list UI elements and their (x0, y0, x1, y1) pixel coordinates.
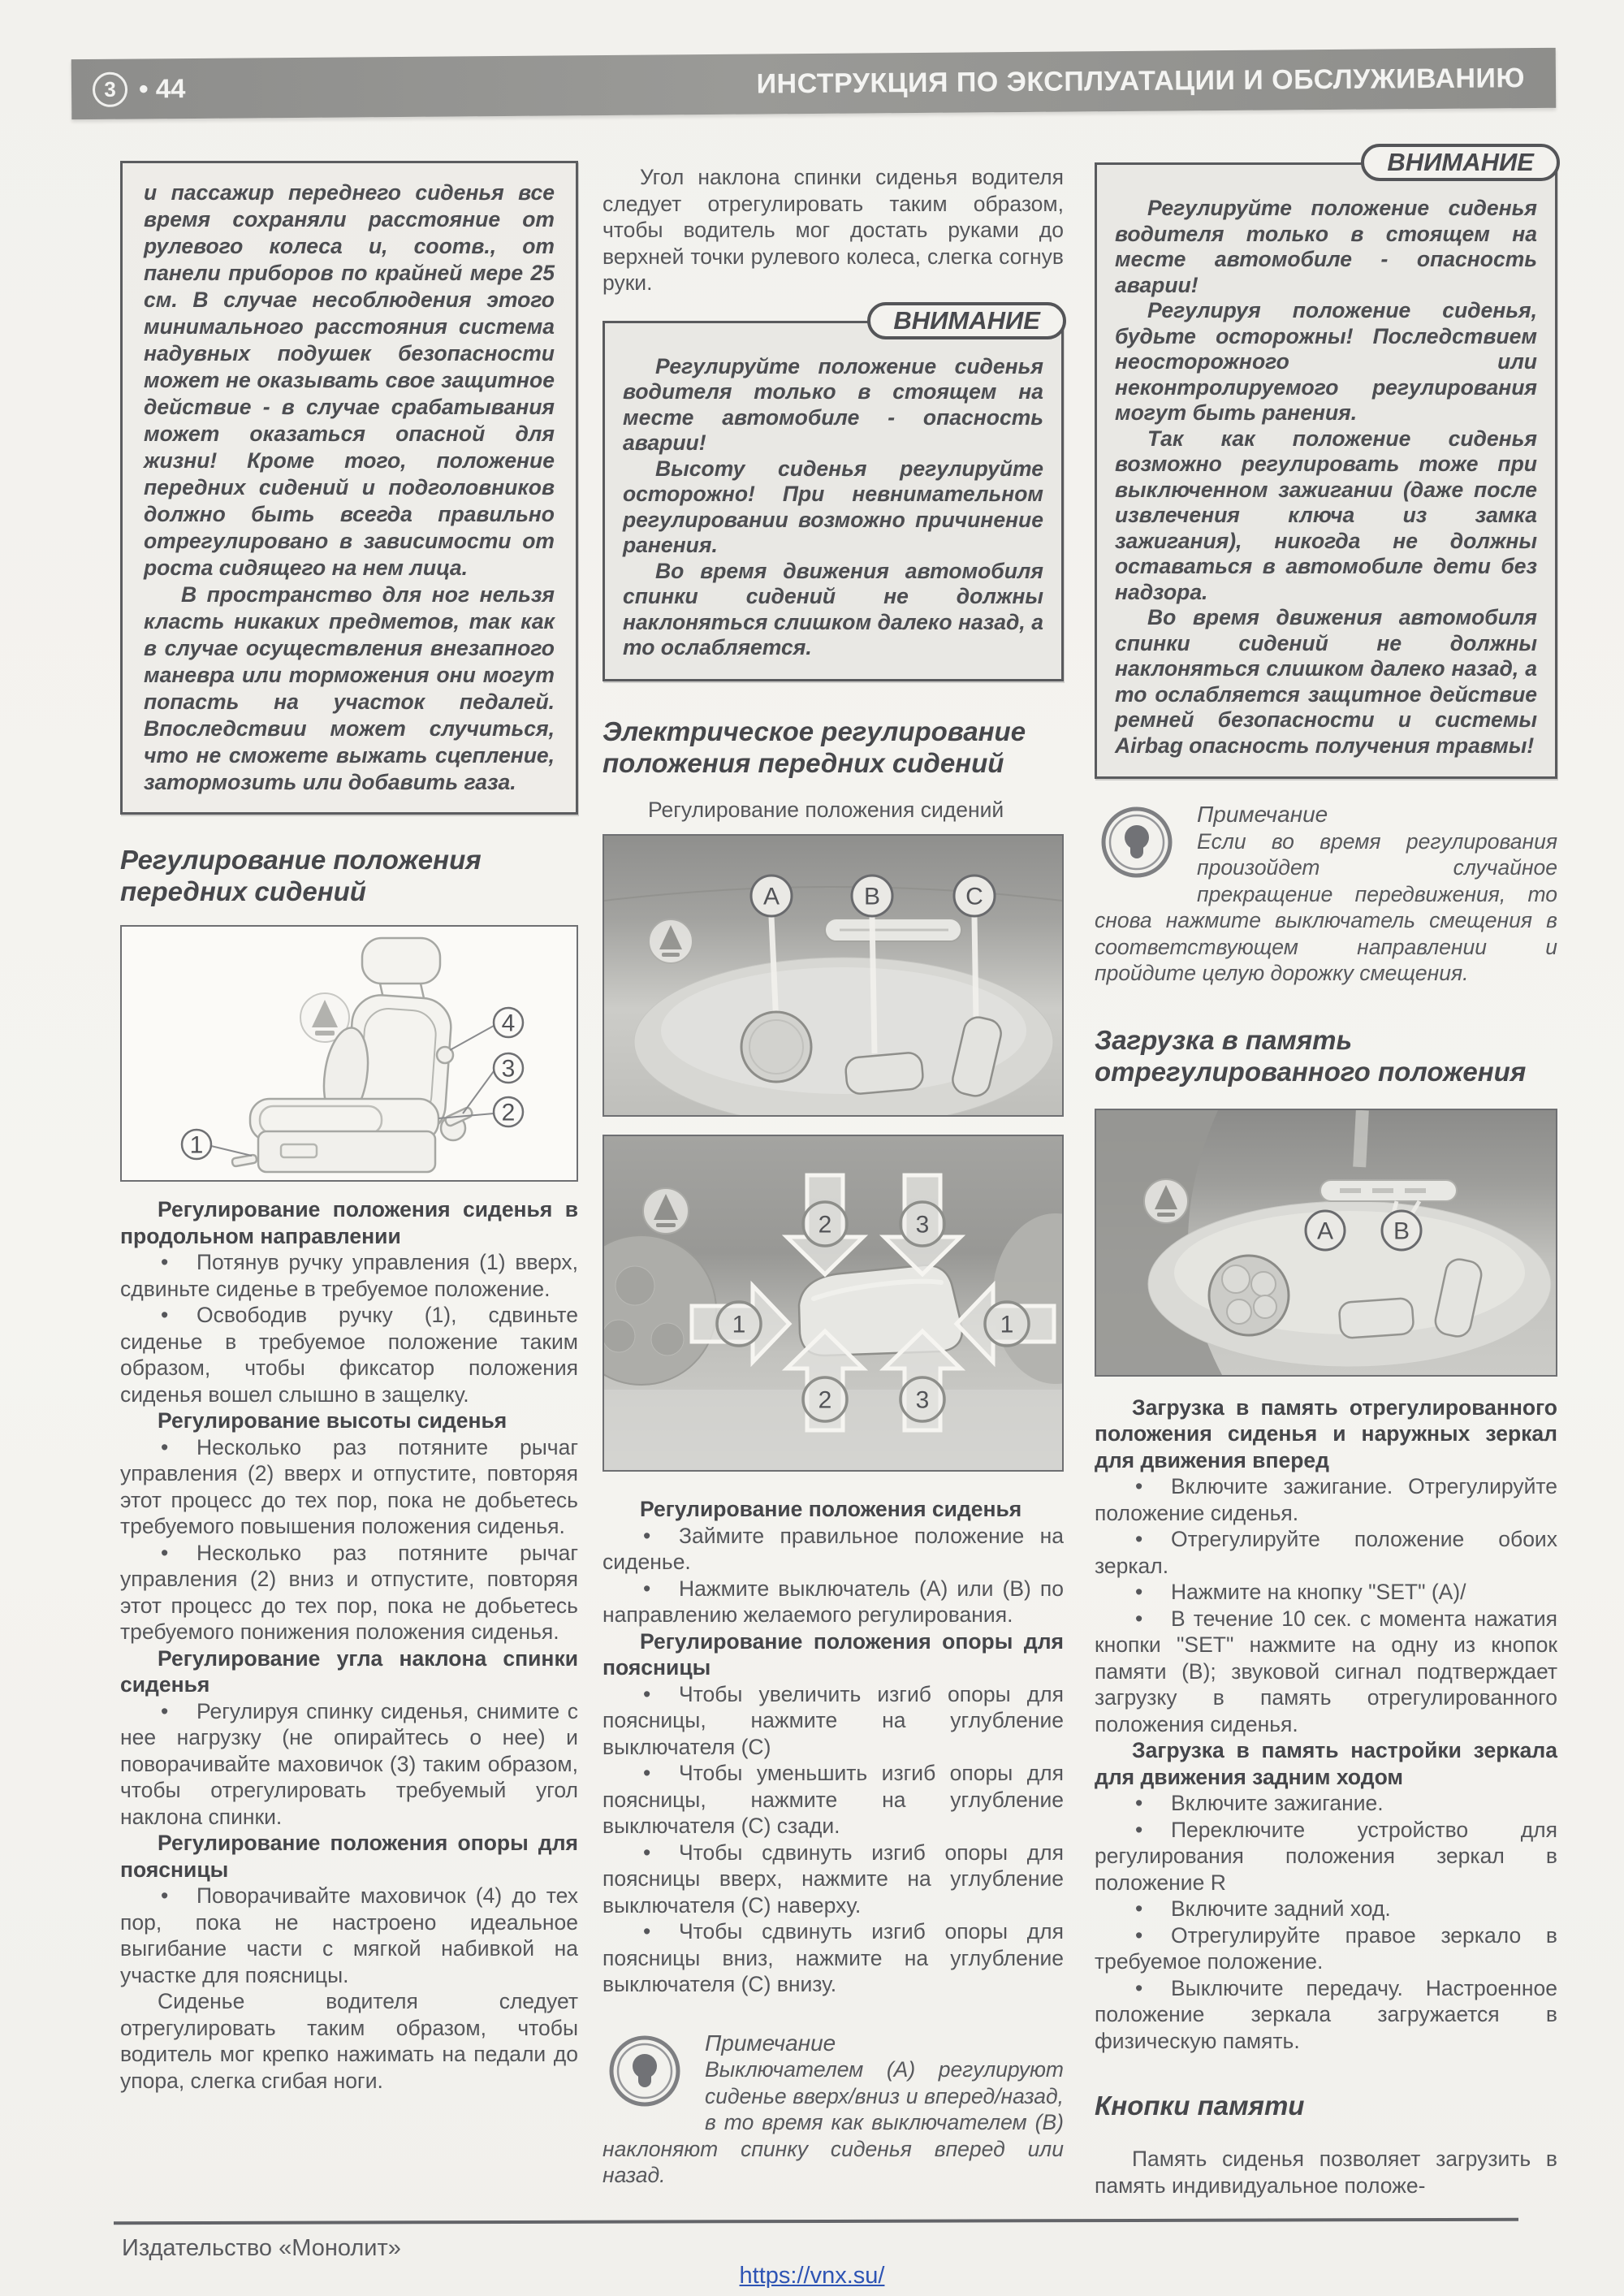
safety-paragraph: и пассажир переднего сиденья все время сохраняли расстояние от рулевого колеса и, соотв., от панели приборов по крайней мере 25 см. В случае несоблюдения этого минимального расстояния система надувных подушек безопасности может не оказывать свое защитное действие - в случае срабатывания может оказаться опасной для жизни! Кроме того, положение передних сидений и подголовников должно быть всегда правильно отрегулировано в зависимости от роста сидящего на нем лица. (144, 180, 555, 580)
safety-continuation-box (120, 161, 578, 815)
list-item-text: Чтобы увеличить изгиб опоры для поясницы, нажмите на углубление выключателя (С) (603, 1681, 1064, 1759)
subsection-title: Загрузка в память настройки зеркала для движения задним ходом (1095, 1738, 1557, 1789)
list-item (603, 1840, 1064, 1919)
left-column (120, 161, 578, 2094)
list-item (120, 1698, 578, 1831)
list-item-text: Чтобы сдвинуть изгиб опоры для поясницы вверх, нажмите на углубление выключателя (С) наверху. (603, 1840, 1064, 1918)
list-item (1095, 1606, 1557, 1738)
note-label: Примечание (705, 2030, 836, 2056)
list-item (1095, 1922, 1557, 1975)
seat-switch-directions-photo (603, 1135, 1064, 1472)
bullet-icon (643, 1918, 654, 1945)
list-item-text: Нажмите выключатель (А) или (В) по направлению желаемого регулирования. (603, 1576, 1064, 1627)
subsection-title: Регулирование положения сиденья (640, 1497, 1022, 1521)
safety-paragraph: В пространство для ног нельзя класть никаких предметов, так как в случае осуществления внезапного маневра или торможения они могут попасть на участок педалей. Впоследствии может случиться, что не сможете выжать сцепление, затормозить или добавить газа. (144, 582, 555, 794)
warning-paragraph: Во время движения автомобиля спинки сидений не должны наклоняться слишком далеко назад, а то ослабляется. (623, 558, 1043, 659)
list-item-text: Несколько раз потяните рычаг управления (2) вверх и отпустите, повторяя этот процесс до тех пор, пока не добьетесь требуемого повышения положения сиденья. (120, 1434, 578, 1538)
middle-column (603, 164, 1064, 2189)
list-item-text: В течение 10 сек. с момента нажатия кнопки "SET" нажмите на одну из кнопок памяти (В); звуковой сигнал подтверждает загрузку в память отрегулированного положения сиденья. (1095, 1606, 1557, 1736)
list-item (603, 1576, 1064, 1628)
bullet-icon (643, 1523, 654, 1550)
page-number-label: • 44 (138, 73, 186, 104)
warning-box (603, 305, 1064, 681)
bullet-icon (1135, 1790, 1147, 1817)
list-item (603, 1760, 1064, 1840)
list-item-text: Отрегулируйте правое зеркало в требуемое положение. (1095, 1922, 1557, 1974)
list-item (1095, 1526, 1557, 1579)
list-item-text: Включите задний ход. (1171, 1896, 1391, 1921)
bullet-icon (1135, 1975, 1147, 2002)
page-number (93, 71, 186, 107)
callout-1: 1 (1000, 1311, 1014, 1338)
figure-caption: Регулирование положения сидений (648, 797, 1004, 822)
bullet-icon (161, 1249, 172, 1276)
watermark-icon (1144, 1179, 1188, 1223)
arrow-directions-image (604, 1136, 1062, 1470)
list-item-text: Займите правильное положение на сиденье. (603, 1523, 1064, 1574)
warning-paragraph: Во время движения автомобиля спинки сидений не должны наклоняться слишком далеко назад, а то ослабляется защитное действие ремней безопасности и системы Airbag опасность получения травмы! (1115, 605, 1537, 758)
list-item (120, 1434, 578, 1540)
four-way-knob (1209, 1256, 1289, 1335)
left-text-block (120, 1196, 578, 2094)
list-item (1095, 1473, 1557, 1526)
callout-b: B (863, 883, 881, 910)
memory-controls-photo (1095, 1109, 1557, 1377)
section-heading-memory-buttons: Кнопки памяти (1095, 2091, 1305, 2121)
list-item (1095, 1579, 1557, 1606)
lightbulb-icon (1099, 805, 1174, 880)
list-item (120, 1302, 578, 1407)
callout-3: 3 (501, 1055, 516, 1083)
watermark-icon (649, 919, 693, 963)
bullet-icon (1135, 1526, 1147, 1553)
note-block (603, 2030, 1064, 2189)
note-text: Выключателем (А) регулируют сиденье вверх/вниз и вперед/назад, в то время как выключателем (В) наклоняют спинку сиденья вперед или назад. (603, 2057, 1064, 2187)
note-text: Если во время регулирования произойдет случайное прекращение передвижения, то снова нажмите выключатель смещения в соответствующем направлении и пройдите целую дорожку смещения. (1095, 828, 1557, 985)
subsection-title: Загрузка в память отрегулированного положения сиденья и наружных зеркал для движения вперед (1095, 1394, 1557, 1472)
note-label: Примечание (1197, 802, 1328, 827)
bullet-icon (1135, 1473, 1147, 1500)
bullet-icon (1135, 1606, 1147, 1632)
bullet-icon (1135, 1896, 1147, 1922)
list-item (1095, 1896, 1557, 1922)
list-item (120, 1883, 578, 1988)
callout-a: A (762, 883, 780, 910)
callout-2: 2 (501, 1099, 516, 1126)
list-item (120, 1249, 578, 1302)
bullet-icon (643, 1840, 654, 1866)
list-item (603, 1918, 1064, 1998)
list-item (1095, 1817, 1557, 1896)
section-number-badge: 3 (93, 71, 127, 106)
callout-c: C (965, 883, 983, 910)
callout-4: 4 (501, 1010, 516, 1037)
subsection-title: Регулирование положения сиденья в продольном направлении (120, 1197, 578, 1248)
bullet-icon (1135, 1579, 1147, 1606)
warning-paragraph: Высоту сиденья регулируйте осторожно! При невнимательном регулировании возможно причинение ранения. (623, 456, 1043, 557)
bullet-icon (643, 1760, 654, 1787)
warning-paragraph: Регулируйте положение сиденья водителя только в стоящем на месте автомобиле - опасность аварии! (1115, 196, 1537, 297)
subsection-title: Регулирование угла наклона спинки сиденья (120, 1645, 578, 1697)
subsection-title: Регулирование положения опоры для поясницы (603, 1628, 1064, 1680)
list-item-text: Включите зажигание. (1171, 1791, 1384, 1815)
list-item (603, 1523, 1064, 1576)
seat-line-drawing (122, 927, 577, 1180)
list-item (603, 1681, 1064, 1761)
list-item-text: Нажмите на кнопку "SET" (А)/ (1171, 1580, 1466, 1604)
subsection-title: Регулирование высоты сиденья (158, 1408, 508, 1433)
seat-switches-photo (603, 834, 1064, 1117)
note-block (1095, 802, 1557, 987)
site-link[interactable]: https://vnx.su/ (739, 2263, 885, 2289)
list-item-text: Чтобы сдвинуть изгиб опоры для поясницы вниз, нажмите на углубление выключателя (С) внизу. (603, 1919, 1064, 1996)
list-item-text: Отрегулируйте положение обоих зеркал. (1095, 1527, 1557, 1578)
section-heading-front-seats: Регулирование положения передних сидений (120, 845, 482, 906)
bullet-icon (161, 1883, 172, 1909)
warning-paragraph: Так как положение сиденья возможно регулировать тоже при выключенном зажигании (даже после извлечения ключа из замка зажигания), никогда не должны оставаться в автомобиле дети без надзора. (1115, 426, 1537, 604)
list-item-text: Выключите передачу. Настроенное положение зеркала загружается в физическую память. (1095, 1975, 1557, 2053)
body-paragraph: Угол наклона спинки сиденья водителя следует отрегулировать таким образом, чтобы водитель мог достать руками до верхней точки рулевого колеса, слегка согнув руки. (603, 165, 1064, 295)
switch-b (844, 1052, 924, 1095)
memory-switch (1339, 1297, 1415, 1338)
bullet-icon (161, 1540, 172, 1567)
bullet-icon (161, 1302, 172, 1329)
footer-divider (114, 2218, 1518, 2225)
warning-box (1095, 148, 1557, 779)
list-item-text: Поворачивайте маховичок (4) до тех пор, пока не настроено идеальное выгибание части с мягкой набивкой на участке для поясницы. (120, 1883, 578, 1987)
list-item-text: Несколько раз потяните рычаг управления (2) вниз и отпустите, повторяя этот процесс до тех пор, пока не добьетесь требуемого понижения положения сиденья. (120, 1540, 578, 1644)
memory-controls-image (1096, 1110, 1556, 1375)
callout-1: 1 (189, 1131, 204, 1159)
list-item (120, 1540, 578, 1645)
callout-3: 3 (915, 1386, 930, 1414)
list-item (1095, 1790, 1557, 1817)
abc-controls-image (604, 836, 1062, 1115)
list-item (1095, 1975, 1557, 2055)
warning-paragraph: Регулируйте положение сиденья водителя только в стоящем на месте автомобиле - опасность аварии! (623, 353, 1043, 455)
section-heading-memory: Загрузка в память отрегулированного положения (1095, 1024, 1527, 1087)
page-header (71, 48, 1557, 119)
list-item-text: Переключите устройство для регулирования положения зеркал в положение R (1095, 1817, 1557, 1895)
knob-a (741, 1012, 811, 1082)
header-title: ИНСТРУКЦИЯ ПО ЭКСПЛУАТАЦИИ И ОБСЛУЖИВАНИЮ (756, 62, 1526, 100)
callout-3: 3 (915, 1211, 930, 1239)
lightbulb-icon (607, 2034, 682, 2108)
warning-label: ВНИМАНИЕ (1361, 144, 1560, 181)
callout-b: B (1393, 1217, 1410, 1244)
seat-adjustment-figure (120, 925, 578, 1182)
watermark-icon (643, 1188, 689, 1234)
subsection-title: Регулирование положения опоры для поясницы (120, 1831, 578, 1882)
publisher-credit: Издательство «Монолит» (122, 2235, 401, 2261)
callout-2: 2 (818, 1211, 832, 1239)
callout-a: A (1316, 1217, 1334, 1244)
body-paragraph: Сиденье водителя следует отрегулировать таким образом, чтобы водитель мог крепко нажимать на педали до упора, слегка сгибая ноги. (120, 1989, 578, 2093)
list-item-text: Включите зажигание. Отрегулируйте положение сиденья. (1095, 1474, 1557, 1525)
bullet-icon (1135, 1817, 1147, 1844)
section-heading-electric-adjust: Электрическое регулирование положения передних сидений (603, 716, 1026, 778)
list-item-text: Регулируя спинку сиденья, снимите с нее нагрузку (не опирайтесь о нее) и поворачивайте маховичок (3) таким образом, чтобы отрегулировать требуемый угол наклона спинки. (120, 1698, 578, 1829)
callout-1: 1 (732, 1311, 746, 1338)
bullet-icon (161, 1698, 172, 1725)
bullet-icon (643, 1576, 654, 1602)
callout-2: 2 (818, 1386, 832, 1414)
bullet-icon (161, 1434, 172, 1461)
middle-text-block (603, 1496, 1064, 1998)
list-item-text: Освободив ручку (1), сдвиньте сиденье в требуемое положение таким образом, чтобы фиксатор положения сиденья вошел слышно в защелку. (120, 1303, 578, 1407)
body-paragraph: Память сиденья позволяет загрузить в память индивидуальное положе- (1095, 2147, 1557, 2198)
list-item-text: Потянув ручку управления (1) вверх, сдвиньте сиденье в требуемое положение. (120, 1250, 578, 1301)
list-item-text: Чтобы уменьшить изгиб опоры для поясницы, нажмите на углубление выключателя (С) сзади. (603, 1761, 1064, 1838)
right-text-block (1095, 1394, 1557, 2055)
bullet-icon (1135, 1922, 1147, 1949)
warning-paragraph: Регулируя положение сиденья, будьте осторожны! Последствием неосторожного или неконтролируемого регулирования могут быть ранения. (1115, 298, 1537, 425)
warning-label: ВНИМАНИЕ (867, 302, 1066, 339)
right-column (1095, 140, 1557, 2199)
bullet-icon (643, 1681, 654, 1708)
